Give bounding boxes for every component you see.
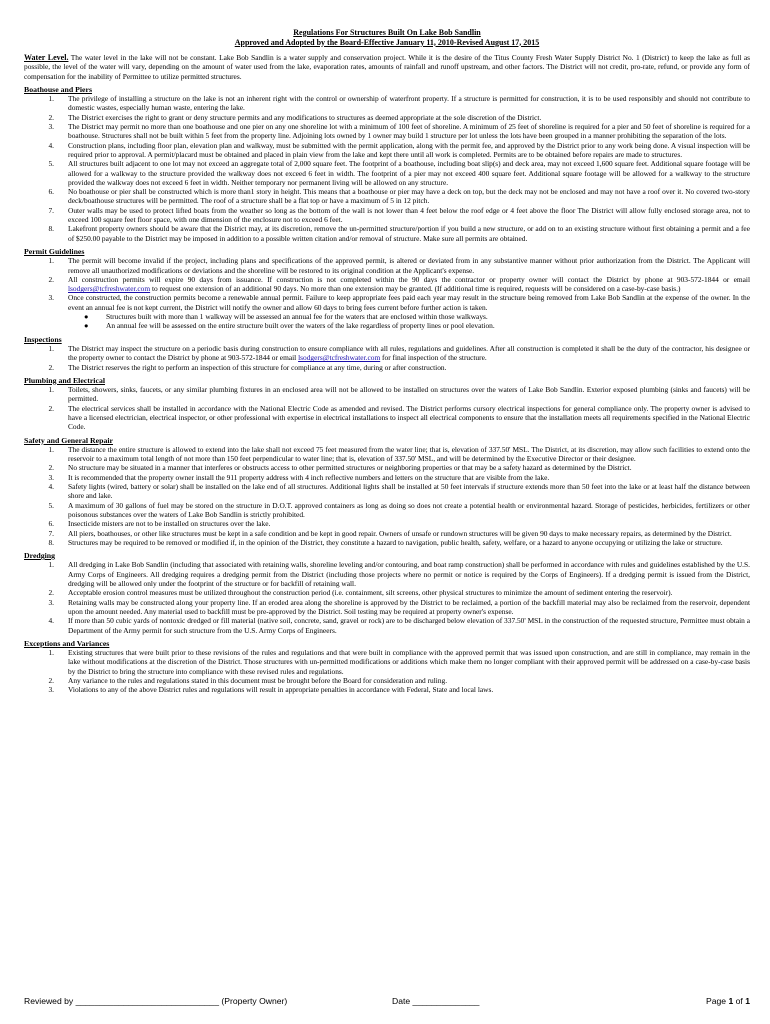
bullet-icon: ● (84, 312, 89, 322)
list-item (24, 598, 750, 617)
list-item-number: 1. (48, 94, 54, 104)
exceptions-list (24, 648, 750, 694)
list-item-number: 6. (48, 187, 54, 197)
section-heading-permit: Permit Guidelines (24, 246, 85, 256)
list-item (24, 482, 750, 501)
list-item-text: The electrical services shall be installed in accordance with the National Electric Code as amended and revised. The District performs cursory electrical inspections for general compliance only. The property owner is advised to have a licensed electrician, electrical inspector, or other professional with expertise in electrical installations to inspect all electrical components to ensure that the installation meets all requirements specified in the National Electric Code. (68, 403, 750, 432)
list-item-text: The privilege of installing a structure on the lake is not an inherent right with the control or ownership of waterfront property. If a structure is permitted for construction, it is to be used responsibly and should not contribute to domestic wastes, especially human waste, entering the lake. (68, 94, 750, 113)
list-item-text: Construction plans, including floor plan, elevation plan and walkway, must be submitted with the permit application, along with the permit fee, and approved by the District prior to any work being done. A visual inspection will be required prior to approval. A permit/placard must be obtained and placed in plain view from the lake and kept there until all work is completed. Permits are to be obtained before repairs are made to structures. (68, 140, 750, 159)
list-item-text: The District may permit no more than one boathouse and one pier on any one shoreline lot with a minimum of 100 feet of shoreline. A minimum of 25 feet of shoreline is required for a pier and 50 feet of shoreline is required for a boathouse. Structures shall not be built within 5 feet from the property line. Adjoining lots owned by 1 owner may build 1 structure per lot unless the lots have been grouped in a manner prohibiting the separation of the lots. (68, 122, 750, 141)
list-item (24, 445, 750, 464)
list-item-number: 8. (48, 537, 54, 547)
list-item-text: Outer walls may be used to protect lifted boats from the weather so long as the bottom of the wall is not lower than 4 feet below the roof edge or 4 feet above the floor The District will allow fully enclosed storage area, not to exceed 100 square feet floor space, with one dimension of the enclosure not to exceed 6 feet. (68, 205, 750, 225)
list-item (24, 404, 750, 432)
document-title: Regulations For Structures Built On Lake Bob Sandlin (293, 28, 481, 37)
list-item-text: The District exercises the right to grant or deny structure permits and any modifications to structures as deemed appropriate at the sole discretion of the District. (68, 112, 542, 122)
list-item (24, 519, 750, 528)
list-item (24, 529, 750, 538)
list-item-text: Toilets, showers, sinks, faucets, or any similar plumbing fixtures in an enclosed area will not be allowed to be installed on structures over the waters of Lake Bob Sandlin. Exterior exposed plumbing (sinks and faucets) will be permitted. (68, 385, 750, 404)
list-item-text: Safety lights (wired, battery or solar) shall be installed on the lake end of all structures. Additional lights shall be installed at 50 feet intervals if structure extends more than 50 feet into the lake or at least half the distance between shore and lake. (68, 482, 750, 501)
list-item (24, 113, 750, 122)
permit-item-3-text: Once constructed, the construction permits become a renewable annual permit. Failure to keep appropriate fees paid each year may result in the structure being removed from Lake Bob Sandlin at the expense of the owner. In the event an annual fee is not kept current, the District will notify the owner and allow 60 days to bring fees current before further action is taken. (68, 293, 750, 312)
bullet-item: ● Structures built with more than 1 walkway will be assessed an annual fee for the waters that are enclosed within those walkways. (84, 312, 488, 322)
list-item-number: 2. (48, 676, 54, 685)
list-item (24, 538, 750, 547)
list-item-number: 3. (48, 597, 54, 607)
list-item (24, 385, 750, 404)
section-heading-plumbing: Plumbing and Electrical (24, 375, 106, 385)
list-item (24, 501, 750, 520)
list-item-number: 7. (48, 528, 54, 538)
list-item: 2. The District reserves the right to perform an inspection of this structure for compliance at any time, during or after construction. (24, 363, 750, 372)
list-item (24, 616, 750, 635)
boathouse-list (24, 94, 750, 243)
list-item-text: All piers, boathouses, or other like structures must be kept in a safe condition and be kept in good repair. Owners of unsafe or rundown structures will be given 90 days to make necessary repairs, as determined by the District. (68, 528, 732, 538)
water-level-text: The water level in the lake will not be constant. Lake Bob Sandlin is a water supply and conservation project. While it is the desire of the Titus County Fresh Water Supply District No. 1 (District) to keep the lake as full as possible, the level of the water will vary, depending on the amount of water used from the lake, evaporation rates, amounts of rainfall and runoff upstream, and other factors. The District will not credit, pro-rate, refund, or provide any form of compensation for the inability of Permittee to utilize permitted structures. (24, 53, 750, 81)
list-item (24, 159, 750, 187)
list-item: 1. The District may inspect the structure on a periodic basis during construction to ensure compliance with all rules, regulations and guidelines. After all construction is completed it shall be the duty of the contractor, his designee or the property owner to contact the District by phone at 903-572-1844 or email lsodgers@tcfreshwater.com for final inspection of the structure. (48, 343, 750, 363)
list-item-number: 4. (48, 616, 54, 626)
list-item-number: 4. (48, 140, 54, 150)
inspections-item-1-text-a: The District may inspect the structure on a periodic basis during construction to ensure compliance with all rules, regulations and guidelines. After all construction is completed it shall be the duty of the contractor, his designee or the property owner to contact the District by phone at 903-572-1844 or email (68, 343, 750, 363)
list-item (24, 473, 750, 482)
section-heading-inspections: Inspections (24, 334, 62, 344)
section-heading-boathouse: Boathouse and Piers (24, 84, 93, 94)
list-item (24, 224, 750, 243)
email-link[interactable]: lsodgers@tcfreshwater.com (298, 353, 381, 363)
list-item (24, 141, 750, 160)
list-item (24, 588, 750, 597)
list-item-number: 1. (48, 560, 54, 570)
list-item (24, 676, 750, 685)
list-item-text: Insecticide misters are not to be installed on structures over the lake. (68, 519, 271, 529)
list-item-text: All structures built adjacent to one lot may not exceed an aggregate total of 2,000 square feet. The footprint of a boathouse, including boat slip(s) and deck area, may not exceed 1,600 square feet. Additional square footage will be allowed for a walkway to the structure provided the walkway does not exceed 6 feet in width. The footprint of a pier may not exceed 400 square feet. Additional square footage will be allowed for a walkway to the structure provided the walkway does not exceed 6 feet in width. Neither temporary nor permanent living will be allowed on any structure. (68, 159, 750, 187)
date-line: Date ______________ (392, 996, 480, 1006)
safety-list (24, 445, 750, 547)
list-item (24, 685, 750, 694)
list-item-number: 5. (48, 159, 54, 169)
list-item-text: Lakefront property owners should be aware that the District may, at its discretion, remove the un-permitted structure/portion if you build a new structure, or add on to an existing structure without first obtaining a permit and a fee of $250.00 payable to the District may be imposed in addition to a possible written citation and/or removal of structure. Make sure all permits are obtained. (68, 224, 750, 243)
list-item-number: 7. (48, 205, 54, 215)
list-item-number: 1. (48, 444, 54, 454)
list-item: 1. The permit will become invalid if the project, including plans and specifications of the approved permit, is altered or deviated from in any substantive manner without prior authorization from the District. The Applicant will remove all unauthorized modifications or deviations and the shoreline will be restored to its original condition at the Applicant's expense. (48, 256, 750, 275)
document-page (24, 28, 750, 695)
permit-item-1-text: The permit will become invalid if the project, including plans and specifications of the approved permit, is altered or deviated from in any substantive manner without prior authorization from the District. The Applicant will remove all unauthorized modifications or deviations and the shoreline will be restored to its original condition at the Applicant's expense. (68, 256, 750, 275)
dredging-list (24, 560, 750, 634)
permit-item-2-text-a: All construction permits will expire 90 days from issuance. If construction is not completed within the 90 days the contractor or property owner will contact the District by phone at 903-572-1844 or email (68, 274, 750, 284)
list-item (24, 206, 750, 225)
section-heading-exceptions: Exceptions and Variances (24, 638, 110, 648)
list-item-number: 3. (48, 685, 54, 695)
list-item: 2. All construction permits will expire 90 days from issuance. If construction is not completed within the 90 days the contractor or property owner will contact the District by phone at 903-572-1844 or email lsodgers@tcfreshwater.com to request one extension of an additional 90 days. No more than one extension may be granted. (If additional time is required, requests will be considered on a case-by-case basis.) (48, 274, 750, 294)
inspections-item-1-text-b: for final inspection of the structure. (380, 353, 487, 363)
list-item-text: A maximum of 30 gallons of fuel may be stored on the structure in D.O.T. approved containers as long as doing so does not create a potential health or environmental hazard. Storage of pesticides, herbicides, fertilizers or other poisonous substances over the waters of Lake Bob Sandlin is strictly prohibited. (68, 500, 750, 519)
list-item-text: It is recommended that the property owner install the 911 property address with 4 inch reflective numbers and letters on the structure that are visible from the lake. (68, 472, 550, 482)
list-item-text: Structures may be required to be removed or modified if, in the opinion of the District, they constitute a hazard to navigation, public health, safety, welfare, or a hazard to anyone occupying or utilizing the lake or structure. (68, 537, 723, 547)
list-item (24, 187, 750, 206)
section-heading-safety: Safety and General Repair (24, 435, 114, 445)
list-item (24, 94, 750, 113)
list-item (24, 463, 750, 472)
plumbing-list (24, 385, 750, 431)
water-level-paragraph (24, 53, 750, 81)
list-item (24, 648, 750, 676)
list-item-number: 3. (48, 472, 54, 482)
list-item-text: Retaining walls may be constructed along your property line. If an eroded area along the shoreline is approved by the District to be reclaimed, a portion of the backfill material may also be reclaimed from the reservoir, dependent upon the amount needed. Any material used to backfill must be pre-approved by the District. Soil testing may be required at property owner's expense. (68, 597, 750, 616)
list-item: 3. Once constructed, the construction permits become a renewable annual permit. Failure to keep appropriate fees paid each year may result in the structure being removed from Lake Bob Sandlin at the expense of the owner. In the event an annual fee is not kept current, the District will notify the owner and allow 60 days to bring fees current before further action is taken. (48, 293, 750, 312)
water-level-lead: Water Level. (24, 53, 69, 62)
list-item-number: 4. (48, 482, 54, 492)
list-item-number: 2. (48, 403, 54, 413)
permit-item-2-text-b: to request one extension of an additional 90 days. No more than one extension may be granted. (If additional time is required, requests will be considered on a case-by-case basis.) (150, 284, 681, 294)
list-item-text: If more than 50 cubic yards of nontoxic dredged or fill material (native soil, concrete, sand, gravel or rock) are to be discharged below elevation of 337.50' MSL in the construction of the requested structure, Permittee must obtain a Department of the Army permit for such structure from the U.S. Army Corps of Engineers. (68, 616, 750, 635)
list-item-number: 2. (48, 463, 54, 473)
list-item-text: No structure may be situated in a manner that interferes or obstructs access to other permitted structures or neighboring properties or that may be a safety hazard as determined by the District. (68, 463, 632, 473)
list-item-text: Any variance to the rules and regulations stated in this document must be brought before the Board for consideration and ruling. (68, 676, 448, 685)
list-item-text: No boathouse or pier shall be constructed which is more than1 story in height. This means that a boathouse or pier may have a deck on top, but the deck may not be enclosed and may not have a roof over it. No covered two-story deck/boathouse structures will be permitted. The roof of a structure shall be a flat top or have a maximum of 5 in 12 pitch. (68, 187, 750, 206)
bullet-item: ● An annual fee will be assessed on the entire structure built over the waters of the lake regardless of property lines or pool elevation. (84, 321, 495, 331)
list-item-number: 2. (48, 588, 54, 598)
list-item-number: 5. (48, 500, 54, 510)
list-item (24, 122, 750, 141)
list-item-number: 1. (48, 648, 54, 658)
section-heading-dredging: Dredging (24, 551, 56, 561)
inspections-item-2-text: The District reserves the right to perform an inspection of this structure for compliance at any time, during or after construction. (68, 362, 447, 372)
list-item-text: Violations to any of the above District rules and regulations will result in appropriate penalties in accordance with Federal, State and local laws. (68, 685, 494, 695)
email-link[interactable]: lsodgers@tcfreshwater.com (68, 284, 151, 294)
list-item-text: Acceptable erosion control measures must be utilized throughout the construction period (i.e. containment, silt screens, other physical structures to minimize the amount of sediment entering the reservoir). (68, 588, 673, 598)
document-subtitle: Approved and Adopted by the Board-Effective January 11, 2010-Revised August 17, 2015 (234, 37, 540, 47)
list-item-number: 3. (48, 122, 54, 132)
list-item-text: The distance the entire structure is allowed to extend into the lake shall not exceed 75 feet measured from the water line; that is, elevation of 337.50' MSL. The District, at its discretion, may allow such facilities to extend onto the reservoir to a maximum total length of not more than 150 feet perpendicular to water line; that is, elevation of 337.50' MSL, and will be determined by the Executive Director or their designee. (68, 444, 750, 464)
list-item-number: 6. (48, 519, 54, 529)
reviewed-by-line: Reviewed by ______________________________ (Property Owner) (24, 996, 288, 1006)
list-item-number: 2. (48, 112, 54, 122)
list-item-text: All dredging in Lake Bob Sandlin (including that associated with retaining walls, shoreline leveling and/or contouring, and boat ramp construction) shall be performed in accordance with rules and guidelines established by the U.S. Army Corps of Engineers. All dredging requires a dredging permit from the District (including those projects where no permit or notice is required by the Corps of Engineers). If a dredging permit is issued from the District, dredging will be allowed only under the footprint of the structure or for backfill of retaining wall. (68, 560, 750, 589)
list-item-number: 8. (48, 224, 54, 234)
list-item-text: Existing structures that were built prior to these revisions of the rules and regulations and that were built in compliance with the approved permit that was issued upon construction, and are still in compliance, may remain in the lake without modifications at the discretion of the District. Those structures with un-permitted modifications or additions which make them no longer compliant with their approved permit will be addressed on a case-by-case basis by the District to bring the structure into compliance with these revised rules and regulations. (68, 648, 750, 676)
list-item (24, 560, 750, 588)
page-number: Page 1 of 1 (706, 996, 750, 1006)
bullet-icon: ● (84, 321, 89, 331)
list-item-number: 1. (48, 385, 54, 395)
